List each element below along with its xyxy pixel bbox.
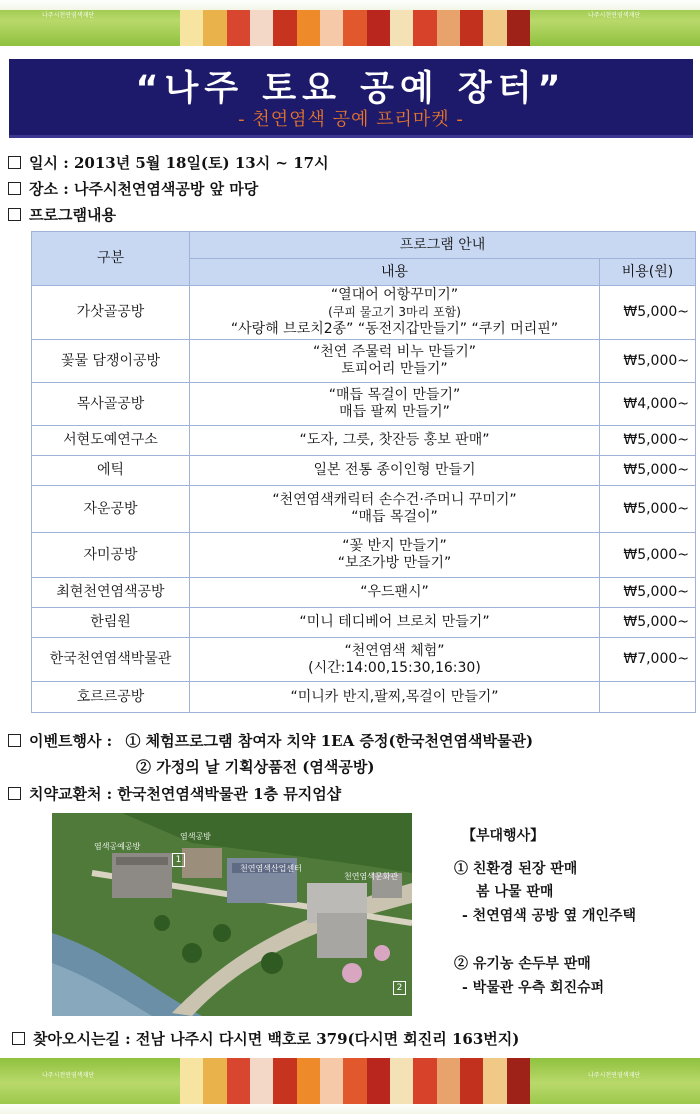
row-name: 목사골공방 [32, 383, 190, 426]
side-events-title: 【부대행사】 [462, 828, 545, 844]
content-line: “꽃 반지 만들기” [342, 538, 447, 554]
table-row [32, 578, 696, 608]
row-price: ₩5,000~ [600, 486, 696, 533]
row-price: ₩5,000~ [600, 456, 696, 486]
side-item-1-location: - 천연염색 공방 옆 개인주택 [462, 908, 637, 924]
table-row [32, 286, 696, 340]
program-heading-line [8, 204, 116, 225]
checkbox-icon [8, 787, 21, 800]
content-line: 매듭 팔찌 만들기” [339, 404, 450, 420]
row-name: 최현천연염색공방 [32, 578, 190, 608]
content-line: “보조가방 만들기” [337, 555, 452, 571]
checkbox-icon [8, 156, 21, 169]
row-name: 호르르공방 [32, 682, 190, 713]
row-content [190, 578, 600, 608]
content-line: “미니카 반지,팔찌,목걸이 만들기” [290, 688, 499, 705]
content-line: “천연염색 체험” [344, 642, 445, 659]
table-row [32, 486, 696, 533]
content-line: “미니 테디베어 브로치 만들기” [299, 614, 490, 630]
table-row [32, 456, 696, 486]
header-price: 비용(원) [600, 259, 696, 286]
row-content [190, 486, 600, 533]
bottom-decorative-band [0, 1058, 700, 1114]
row-content [190, 286, 600, 340]
row-content [190, 426, 600, 456]
row-content [190, 340, 600, 383]
exchange-line [8, 783, 341, 804]
row-price: ₩5,000~ [600, 608, 696, 638]
side-item-1: ① 친환경 된장 판매 [454, 861, 578, 877]
directions-line [12, 1028, 519, 1049]
table-row [32, 682, 696, 713]
aerial-map-image [52, 813, 412, 1016]
map-marker-2: 2 [393, 981, 406, 995]
event-label: 이벤트행사 : [29, 732, 113, 750]
content-line: “사랑해 브로치2종” “동전지갑만들기” “쿠키 머리핀” [230, 321, 559, 337]
content-line: 토피어리 만들기” [341, 361, 448, 377]
checkbox-icon [8, 208, 21, 221]
directions-text: 찾아오시는길 : 전남 나주시 다시면 백호로 379(다시면 회진리 163번지) [33, 1030, 520, 1048]
table-row [32, 426, 696, 456]
row-content [190, 456, 600, 486]
content-line: “열대어 어항꾸미기” [330, 287, 459, 303]
map-label: 염색공예공방 [94, 842, 141, 851]
row-content [190, 533, 600, 578]
header-category: 구분 [32, 232, 190, 286]
header-content: 내용 [190, 259, 600, 286]
content-line: “우드팬시” [360, 584, 429, 600]
table-row [32, 340, 696, 383]
content-line: (쿠피 물고기 3마리 포함) [328, 305, 461, 319]
map-label: 천연염색산업센터 [240, 864, 302, 873]
row-price: ₩5,000~ [600, 533, 696, 578]
table-row [32, 383, 696, 426]
row-name: 자운공방 [32, 486, 190, 533]
event-item-1: ① 체험프로그램 참여자 치약 1EA 증정(한국천연염색박물관) [125, 732, 534, 750]
program-heading: 프로그램내용 [29, 206, 116, 224]
row-name: 한국천연염색박물관 [32, 638, 190, 682]
row-name: 한림원 [32, 608, 190, 638]
title-banner [9, 59, 693, 138]
content-line: “천연염색캐릭터 손수건·주머니 꾸미기” [272, 492, 517, 508]
row-name: 에틱 [32, 456, 190, 486]
map-marker-1: 1 [172, 853, 185, 867]
info-place-line [8, 178, 258, 199]
row-name: 서현도예연구소 [32, 426, 190, 456]
content-line: (시간:14:00,15:30,16:30) [308, 659, 481, 676]
program-table [31, 231, 696, 713]
header-program: 프로그램 안내 [190, 232, 696, 259]
content-line: 일본 전통 종이인형 만들기 [313, 462, 476, 478]
info-place: 장소 : 나주시천연염색공방 앞 마당 [29, 180, 259, 198]
row-price: ₩4,000~ [600, 383, 696, 426]
content-line: “도자, 그릇, 찻잔등 홍보 판매” [299, 432, 490, 448]
band-text-right: 나주시천연염색재단 [588, 1072, 641, 1079]
map-label: 천연염색문화관 [344, 872, 399, 881]
exchange-text: 치약교환처 : 한국천연염색박물관 1층 뮤지엄샵 [29, 785, 342, 803]
info-date: 일시 : 2013년 5월 18일(토) 13시 ~ 17시 [29, 154, 329, 172]
top-decorative-band [0, 0, 700, 46]
row-content [190, 682, 600, 713]
side-item-1-sub: 봄 나물 판매 [476, 884, 554, 900]
band-fade [0, 0, 700, 10]
event-line [8, 730, 533, 751]
table-row [32, 608, 696, 638]
row-price: ₩5,000~ [600, 426, 696, 456]
table-row [32, 533, 696, 578]
band-text-left: 나주시천연염색재단 [42, 1072, 95, 1079]
page-subtitle: - 천연염색 공예 프리마켓 - [238, 109, 464, 130]
row-price [600, 682, 696, 713]
band-fade [0, 1104, 700, 1114]
row-price: ₩7,000~ [600, 638, 696, 682]
checkbox-icon [8, 182, 21, 195]
side-item-2: ② 유기농 손두부 판매 [454, 956, 591, 972]
row-price: ₩5,000~ [600, 286, 696, 340]
event-item-2: ② 가정의 날 기획상품전 (염색공방) [136, 758, 375, 776]
content-line: “매듭 목걸이 만들기” [328, 387, 461, 403]
row-content [190, 383, 600, 426]
map-label: 염색공방 [180, 832, 211, 841]
page-title: “나주 토요 공예 장터” [135, 69, 567, 109]
table-row [32, 638, 696, 682]
row-name: 꽃물 담쟁이공방 [32, 340, 190, 383]
content-line: “매듭 목걸이” [351, 509, 438, 525]
row-content [190, 638, 600, 682]
row-price: ₩5,000~ [600, 340, 696, 383]
row-content [190, 608, 600, 638]
side-item-2-location: - 박물관 우측 회진슈퍼 [462, 980, 605, 996]
checkbox-icon [8, 734, 21, 747]
row-name: 가삿골공방 [32, 286, 190, 340]
row-price: ₩5,000~ [600, 578, 696, 608]
band-text-left: 나주시천연염색재단 [42, 12, 95, 19]
row-name: 자미공방 [32, 533, 190, 578]
content-line: “천연 주물럭 비누 만들기” [312, 344, 477, 360]
band-text-right: 나주시천연염색재단 [588, 12, 641, 19]
checkbox-icon [12, 1032, 25, 1045]
info-date-line [8, 152, 329, 173]
